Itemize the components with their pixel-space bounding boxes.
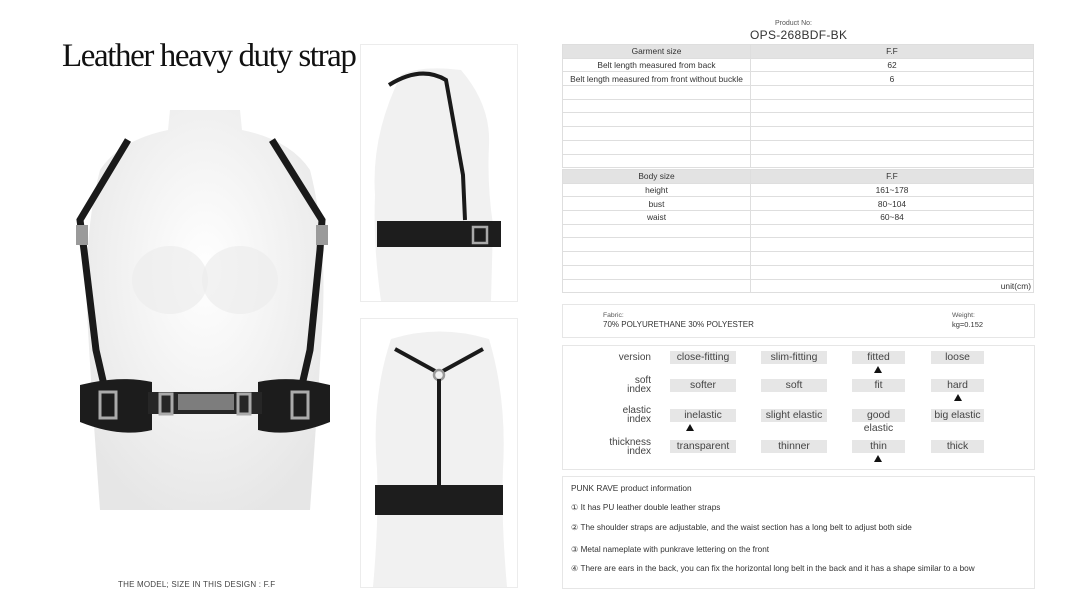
product-info-item: ① It has PU leather double leather straps [571, 503, 721, 512]
empty-cell [751, 99, 1034, 113]
thickness-index-label: thickness index [609, 437, 651, 457]
model-size-caption: THE MODEL; SIZE IN THIS DESIGN : F.F [118, 580, 276, 589]
option-chip: thick [931, 440, 984, 453]
empty-cell [751, 224, 1034, 238]
elastic-index-label: elastic index [622, 405, 651, 425]
product-info-item: ④ There are ears in the back, you can fix the horizontal long belt in the back and it has a shape similar to a bow [571, 564, 975, 573]
selected-marker-icon [874, 455, 882, 462]
empty-cell [751, 265, 1034, 279]
empty-cell [563, 140, 751, 154]
option-chip-selected: thin [852, 440, 905, 453]
body-size-value-header: F.F [751, 170, 1034, 184]
option-chip-selected: inelastic [670, 409, 736, 422]
product-info-title: PUNK RAVE product information [571, 483, 692, 493]
empty-cell [563, 127, 751, 141]
option-chip: softer [670, 379, 736, 392]
option-chip: soft [761, 379, 827, 392]
product-info-item: ③ Metal nameplate with punkrave lettering on the front [571, 545, 770, 554]
option-chip: close-fitting [670, 351, 736, 364]
product-info-item: ② The shoulder straps are adjustable, and the waist section has a long belt to adjust both side [571, 523, 912, 532]
product-number-label: Product No: [775, 20, 812, 27]
option-chip: thinner [761, 440, 827, 453]
body-measure-label: bust [563, 197, 751, 211]
garment-size-table [562, 44, 1034, 168]
empty-cell [751, 252, 1034, 266]
fabric-label: Fabric: [603, 312, 624, 319]
option-chip: slight elastic [761, 409, 827, 422]
option-chip: transparent [670, 440, 736, 453]
option-chip: fit [852, 379, 905, 392]
weight-value: kg=0.152 [952, 320, 984, 329]
empty-cell [563, 113, 751, 127]
version-label: version [618, 352, 651, 363]
body-measure-value: 80~104 [751, 197, 1034, 211]
body-measure-label: height [563, 183, 751, 197]
option-chip: big elastic [931, 409, 984, 422]
weight-label: Weight: [952, 312, 975, 319]
selected-marker-icon [686, 424, 694, 431]
front-view-photo [60, 100, 350, 520]
empty-cell [751, 86, 1034, 100]
soft-index-label: soft index [627, 375, 651, 395]
measurement-value: 6 [751, 72, 1034, 86]
back-view-photo [360, 318, 518, 588]
empty-cell [563, 99, 751, 113]
side-view-photo [360, 44, 518, 302]
garment-size-value-header: F.F [751, 45, 1034, 59]
product-number: OPS-268BDF-BK [750, 28, 848, 42]
measurement-label: Belt length measured from front without buckle [563, 72, 751, 86]
empty-cell [563, 238, 751, 252]
body-size-header: Body size [563, 170, 751, 184]
empty-cell [563, 154, 751, 168]
empty-cell [563, 279, 751, 293]
empty-cell [563, 265, 751, 279]
empty-cell [563, 86, 751, 100]
option-chip: loose [931, 351, 984, 364]
measurement-value: 62 [751, 58, 1034, 72]
empty-cell [751, 238, 1034, 252]
empty-cell [751, 113, 1034, 127]
garment-size-header: Garment size [563, 45, 751, 59]
empty-cell [751, 140, 1034, 154]
selected-marker-icon [874, 366, 882, 373]
measurement-label: Belt length measured from back [563, 58, 751, 72]
fabric-value: 70% POLYURETHANE 30% POLYESTER [603, 320, 754, 329]
body-measure-value: 161~178 [751, 183, 1034, 197]
body-size-table [562, 169, 1034, 293]
unit-label: unit(cm) [751, 279, 1034, 293]
selected-marker-icon [954, 394, 962, 401]
empty-cell [563, 224, 751, 238]
empty-cell [563, 252, 751, 266]
body-measure-label: waist [563, 211, 751, 225]
option-chip: good elastic [852, 409, 905, 422]
option-chip: slim-fitting [761, 351, 827, 364]
option-chip-selected: hard [931, 379, 984, 392]
product-title: Leather heavy duty strap [62, 38, 356, 74]
empty-cell [751, 154, 1034, 168]
empty-cell [751, 127, 1034, 141]
option-chip-selected: fitted [852, 351, 905, 364]
body-measure-value: 60~84 [751, 211, 1034, 225]
